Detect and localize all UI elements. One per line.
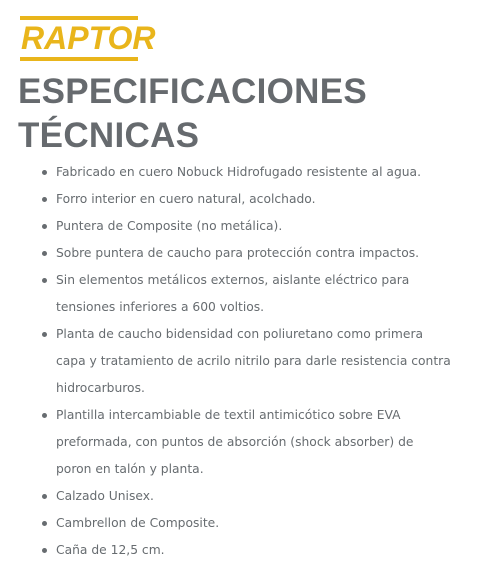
spec-line: hidrocarburos.	[56, 381, 145, 395]
raptor-logo	[20, 16, 156, 62]
spec-line: capa y tratamiento de acrilo nitrilo para darle resistencia contra	[56, 354, 451, 368]
spec-line: Fabricado en cuero Nobuck Hidrofugado resistente al agua.	[56, 165, 421, 179]
spec-item-electrical-insulation	[0, 267, 481, 321]
spec-line: Puntera de Composite (no metálica).	[56, 219, 283, 233]
spec-line: Cambrellon de Composite.	[56, 516, 220, 530]
spec-line: Calzado Unisex.	[56, 489, 154, 503]
spec-line: Sin elementos metálicos externos, aislante eléctrico para	[56, 273, 410, 287]
spec-item-shank	[0, 510, 481, 537]
logo-bottom-stripe	[20, 57, 138, 61]
spec-item-sole	[0, 321, 481, 402]
spec-line: Plantilla intercambiable de textil antimicótico sobre EVA	[56, 408, 401, 422]
title-line-2: TÉCNICAS	[18, 116, 200, 155]
spec-line: preformada, con puntos de absorción (shock absorber) de	[56, 435, 414, 449]
spec-item-shaft-height	[0, 537, 481, 564]
spec-line: Caña de 12,5 cm.	[56, 543, 165, 557]
spec-item-rubber-overcap	[0, 240, 481, 267]
spec-item-toecap	[0, 213, 481, 240]
page-title	[18, 70, 478, 158]
spec-item-material	[0, 159, 481, 186]
logo-wordmark: RAPTOR	[21, 20, 156, 56]
spec-item-unisex	[0, 483, 481, 510]
title-line-1: ESPECIFICACIONES	[18, 72, 368, 111]
spec-line: tensiones inferiores a 600 voltios.	[56, 300, 265, 314]
spec-line: poron en talón y planta.	[56, 462, 204, 476]
specifications-list	[0, 159, 481, 564]
spec-line: Sobre puntera de caucho para protección contra impactos.	[56, 246, 420, 260]
spec-item-insole	[0, 402, 481, 483]
spec-item-lining	[0, 186, 481, 213]
spec-line: Forro interior en cuero natural, acolchado.	[56, 192, 316, 206]
spec-line: Planta de caucho bidensidad con poliuretano como primera	[56, 327, 424, 341]
